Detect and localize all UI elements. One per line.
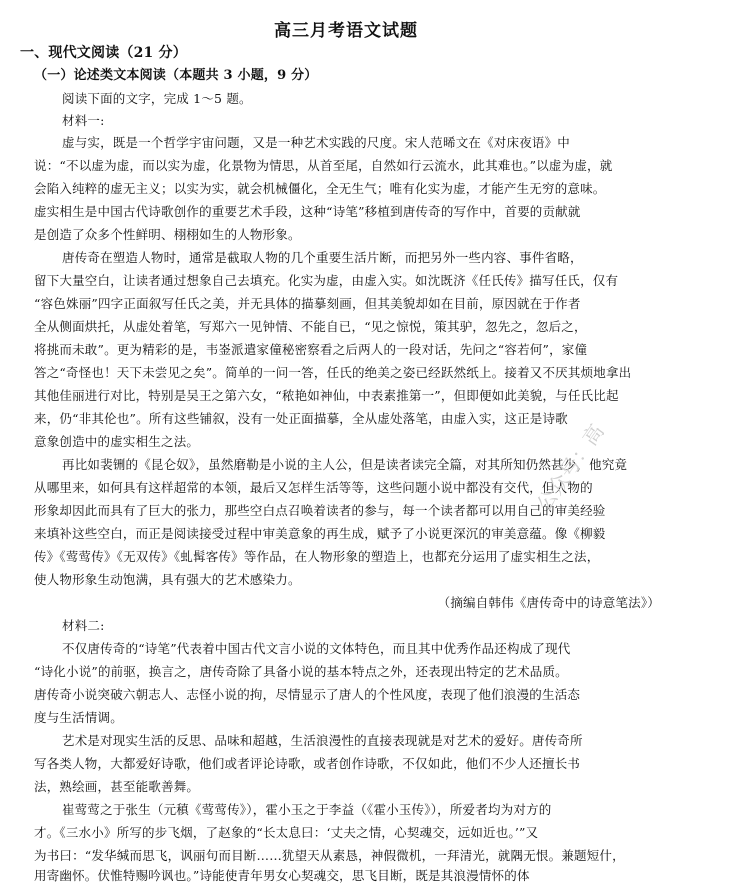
material-1-label: 材料一: bbox=[62, 113, 105, 128]
text-line: 度与生活情调。 bbox=[34, 710, 123, 725]
text-line: 形象却因此而具有了巨大的张力，那些空白点召唤着读者的参与，每一个读者都可以用自己的审美经验 bbox=[34, 503, 606, 518]
text-line: 唐传奇在塑造人物时，通常是截取人物的几个重要生活片断，而把另外一些内容、事件省略， bbox=[62, 250, 583, 265]
text-line: 从哪里来，如何具有这样超常的本领，最后又怎样生活等等，这些问题小说中都没有交代，但人物的 bbox=[34, 480, 593, 495]
text-line: 用寄幽怀。伏惟特赐吟讽也。”诗能使青年男女心契魂交，思飞目断，既是其浪漫情怀的体 bbox=[34, 868, 530, 883]
text-line: 说：“不以虚为虚，而以实为虚，化景物为情思，从首至尾，自然如行云流水，此其难也。”以虚为虚，就 bbox=[34, 158, 613, 173]
text-line: “诗化小说”的前驱，换言之，唐传奇除了具备小说的基本特点之外，还表现出特定的艺术品质。 bbox=[34, 664, 568, 679]
text-line: 虚与实，既是一个哲学宇宙问题，又是一种艺术实践的尺度。宋人范晞文在《对床夜语》中 bbox=[62, 135, 571, 150]
material-2-label: 材料二: bbox=[62, 618, 105, 633]
page-title: 高三月考语文试题 bbox=[274, 21, 418, 41]
text-line: 唐传奇小说突破六朝志人、志怪小说的拘，尽情显示了唐人的个性风度，表现了他们浪漫的生活态 bbox=[34, 687, 581, 702]
text-line: 传》《莺莺传》《无双传》《虬髯客传》等作品，在人物形象的塑造上，也都充分运用了虚实相生之法， bbox=[34, 549, 600, 564]
text-line: 为书曰：“发华缄而思飞，讽丽句而目断……犹望天从素恳，神假微机，一拜清光，就隅无恨。兼题短什， bbox=[34, 848, 625, 863]
text-line: 写各类人物，大都爱好诗歌，他们或者评论诗歌，或者创作诗歌，不仅如此，他们不少人还擅长书 bbox=[34, 756, 581, 771]
text-line: 再比如裴铏的《昆仑奴》，虽然磨勒是小说的主人公，但是读者读完全篇，对其所知仍然甚少，他究竟 bbox=[62, 457, 628, 472]
text-line: 崔莺莺之于张生（元稹《莺莺传》），霍小玉之于李益（《霍小玉传》），所爱者均为对方的 bbox=[62, 802, 552, 817]
text-line: 来填补这些空白，而正是阅读接受过程中审美意象的再生成，赋予了小说更深沉的审美意蕴。像《柳毅 bbox=[34, 526, 606, 541]
text-line: 艺术是对现实生活的反思、品味和超越，生活浪漫性的直接表现就是对艺术的爱好。唐传奇所 bbox=[62, 733, 583, 748]
instruction: 阅读下面的文字，完成 1～5 题。 bbox=[62, 91, 252, 106]
text-line: 留下大量空白，让读者通过想象自己去填充。化实为虚，由虚入实。如沈既济《任氏传》描写任氏，仅有 bbox=[34, 273, 619, 288]
text-line: 答之“奇怪也！天下未尝见之矣”。简单的一问一答，任氏的绝美之姿已经跃然纸上。接着又不厌其烦地拿出 bbox=[34, 365, 632, 380]
text-line: 全从侧面烘托，从虚处着笔，写郑六一见钟情、不能自已，“见之惊悦，策其驴，忽先之，忽后之， bbox=[34, 319, 587, 334]
text-line: 意象创造中的虚实相生之法。 bbox=[34, 434, 200, 449]
text-line: 其他佳丽进行对比，特别是吴王之第六女，“秾艳如神仙，中表素推第一”，但即便如此美貌，与任氏比起 bbox=[34, 388, 619, 403]
text-line: 是创造了众多个性鲜明、栩栩如生的人物形象。 bbox=[34, 227, 301, 242]
source-citation: （摘编自韩伟《唐传奇中的诗意笔法》） bbox=[437, 595, 660, 610]
text-line: 法，熟绘画，甚至能歌善舞。 bbox=[34, 779, 200, 794]
text-line: 虚实相生是中国古代诗歌创作的重要艺术手段，这种“诗笔”移植到唐传奇的写作中，首要的贡献就 bbox=[34, 204, 581, 219]
text-line: “容色姝丽”四字正面叙写任氏之美，并无具体的描摹刻画，但其美貌却如在目前，原因就在于作者 bbox=[34, 296, 581, 311]
text-line: 使人物形象生动饱满，具有强大的艺术感染力。 bbox=[34, 572, 301, 587]
text-line: 来，仍“非其伦也”。所有这些铺叙，没有一处正面描摹，全从虚处落笔，由虚入实，这正是诗歌 bbox=[34, 411, 568, 426]
text-line: 将挑而未敢”。更为精彩的是，韦崟派遣家僮秘密察看之后两人的一段对话，先问之“容若何”，家僮 bbox=[34, 342, 588, 357]
text-line: 不仅唐传奇的“诗笔”代表着中国古代文言小说的文体特色，而且其中优秀作品还构成了现代 bbox=[62, 641, 571, 656]
watermark: 公众号：高 bbox=[531, 419, 609, 516]
subsection-heading: （一）论述类文本阅读（本题共 3 小题，9 分） bbox=[34, 68, 318, 83]
text-line: 才。《三水小》所写的步飞烟，了赵象的“长太息曰：‘丈夫之情，心契魂交，远如近也。’”又 bbox=[34, 825, 539, 840]
text-line: 会陷入纯粹的虚无主义；以实为实，就会机械僵化，全无生气；唯有化实为虚，才能产生无穷的意味。 bbox=[34, 181, 606, 196]
section-heading: 一、现代文阅读（21 分） bbox=[20, 45, 187, 61]
